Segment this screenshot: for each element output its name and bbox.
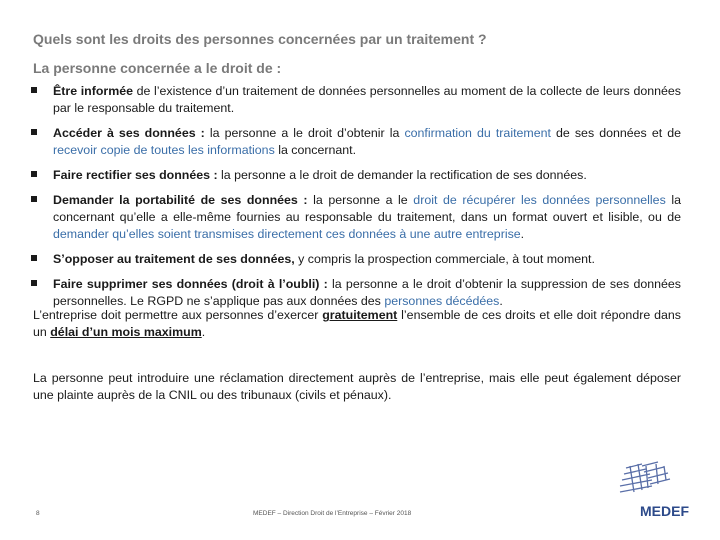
square-bullet-icon xyxy=(31,87,37,93)
body-text: de ses données et de xyxy=(550,126,681,140)
complaint-paragraph: La personne peut introduire une réclamation directement auprès de l’entreprise, mais elle peut également déposer une plainte auprès de la CNIL ou des tribunaux (civils et pénaux). xyxy=(33,371,681,402)
medef-logo xyxy=(612,460,692,520)
square-bullet-icon xyxy=(31,171,37,177)
gratuity-paragraph xyxy=(33,307,681,341)
body-text: la personne a le droit de demander la rectification de ses données. xyxy=(221,168,587,182)
right-heading: Accéder à ses données : xyxy=(53,126,210,140)
footer-text: MEDEF – Direction Droit de l’Entreprise – Février 2018 xyxy=(253,510,412,517)
highlighted-text: demander qu’elles soient transmises directement ces données à une autre entreprise xyxy=(53,227,521,241)
square-bullet-icon xyxy=(31,129,37,135)
body-text: de l’existence d’un traitement de données personnelles au moment de la collecte de leurs données par le responsable du traitement. xyxy=(53,84,681,115)
page-number: 8 xyxy=(36,510,40,517)
body-text: la personne a le droit d’obtenir la suppression de ses données personnelles. Le RGPD ne s’applique pas aux données des xyxy=(53,277,681,308)
body-text: la concernant. xyxy=(274,143,357,157)
right-heading: Faire supprimer ses données (droit à l’oubli) : xyxy=(53,277,333,291)
square-bullet-icon xyxy=(31,255,37,261)
right-heading: Être informée xyxy=(53,84,134,98)
rights-list-item xyxy=(31,276,681,310)
para1-text-a: L’entreprise doit permettre aux personnes d’exercer xyxy=(33,308,323,322)
square-bullet-icon xyxy=(31,196,37,202)
rights-list-item xyxy=(31,192,681,243)
para1-delay-emphasis: délai d’un mois maximum xyxy=(50,325,202,339)
highlighted-text: personnes décédées xyxy=(384,294,500,308)
rights-list-item xyxy=(31,83,681,117)
para1-text-e: . xyxy=(201,325,206,339)
logo-text: MEDEF xyxy=(640,503,689,519)
right-heading: S’opposer au traitement de ses données, xyxy=(53,252,299,266)
rights-list-item xyxy=(31,167,681,184)
body-text: y compris la prospection commerciale, à tout moment. xyxy=(298,252,595,266)
rights-list-item xyxy=(31,125,681,159)
highlighted-text: droit de récupérer les données personnelles xyxy=(413,193,666,207)
slide-subtitle: La personne concernée a le droit de : xyxy=(33,60,282,76)
rights-list-item xyxy=(31,251,681,268)
highlighted-text: recevoir copie de toutes les informations xyxy=(53,143,275,157)
right-heading: Demander la portabilité de ses données : xyxy=(53,193,314,207)
right-heading: Faire rectifier ses données : xyxy=(53,168,222,182)
body-text: . xyxy=(520,227,525,241)
highlighted-text: confirmation du traitement xyxy=(404,126,551,140)
rights-list xyxy=(31,83,681,318)
para1-text-c: l’ensemble de ces droits et elle doit répondre dans un xyxy=(33,308,681,339)
body-text: la personne a le droit d’obtenir la xyxy=(209,126,405,140)
body-text: la personne a le xyxy=(313,193,414,207)
square-bullet-icon xyxy=(31,280,37,286)
slide-title: Quels sont les droits des personnes concernées par un traitement ? xyxy=(33,31,487,47)
body-text: . xyxy=(499,294,503,308)
para1-free-emphasis: gratuitement xyxy=(322,308,398,322)
body-text: la concernant qu’elle a elle-même fournies au responsable du traitement, dans un format ouvert et lisible, ou de xyxy=(53,193,681,224)
